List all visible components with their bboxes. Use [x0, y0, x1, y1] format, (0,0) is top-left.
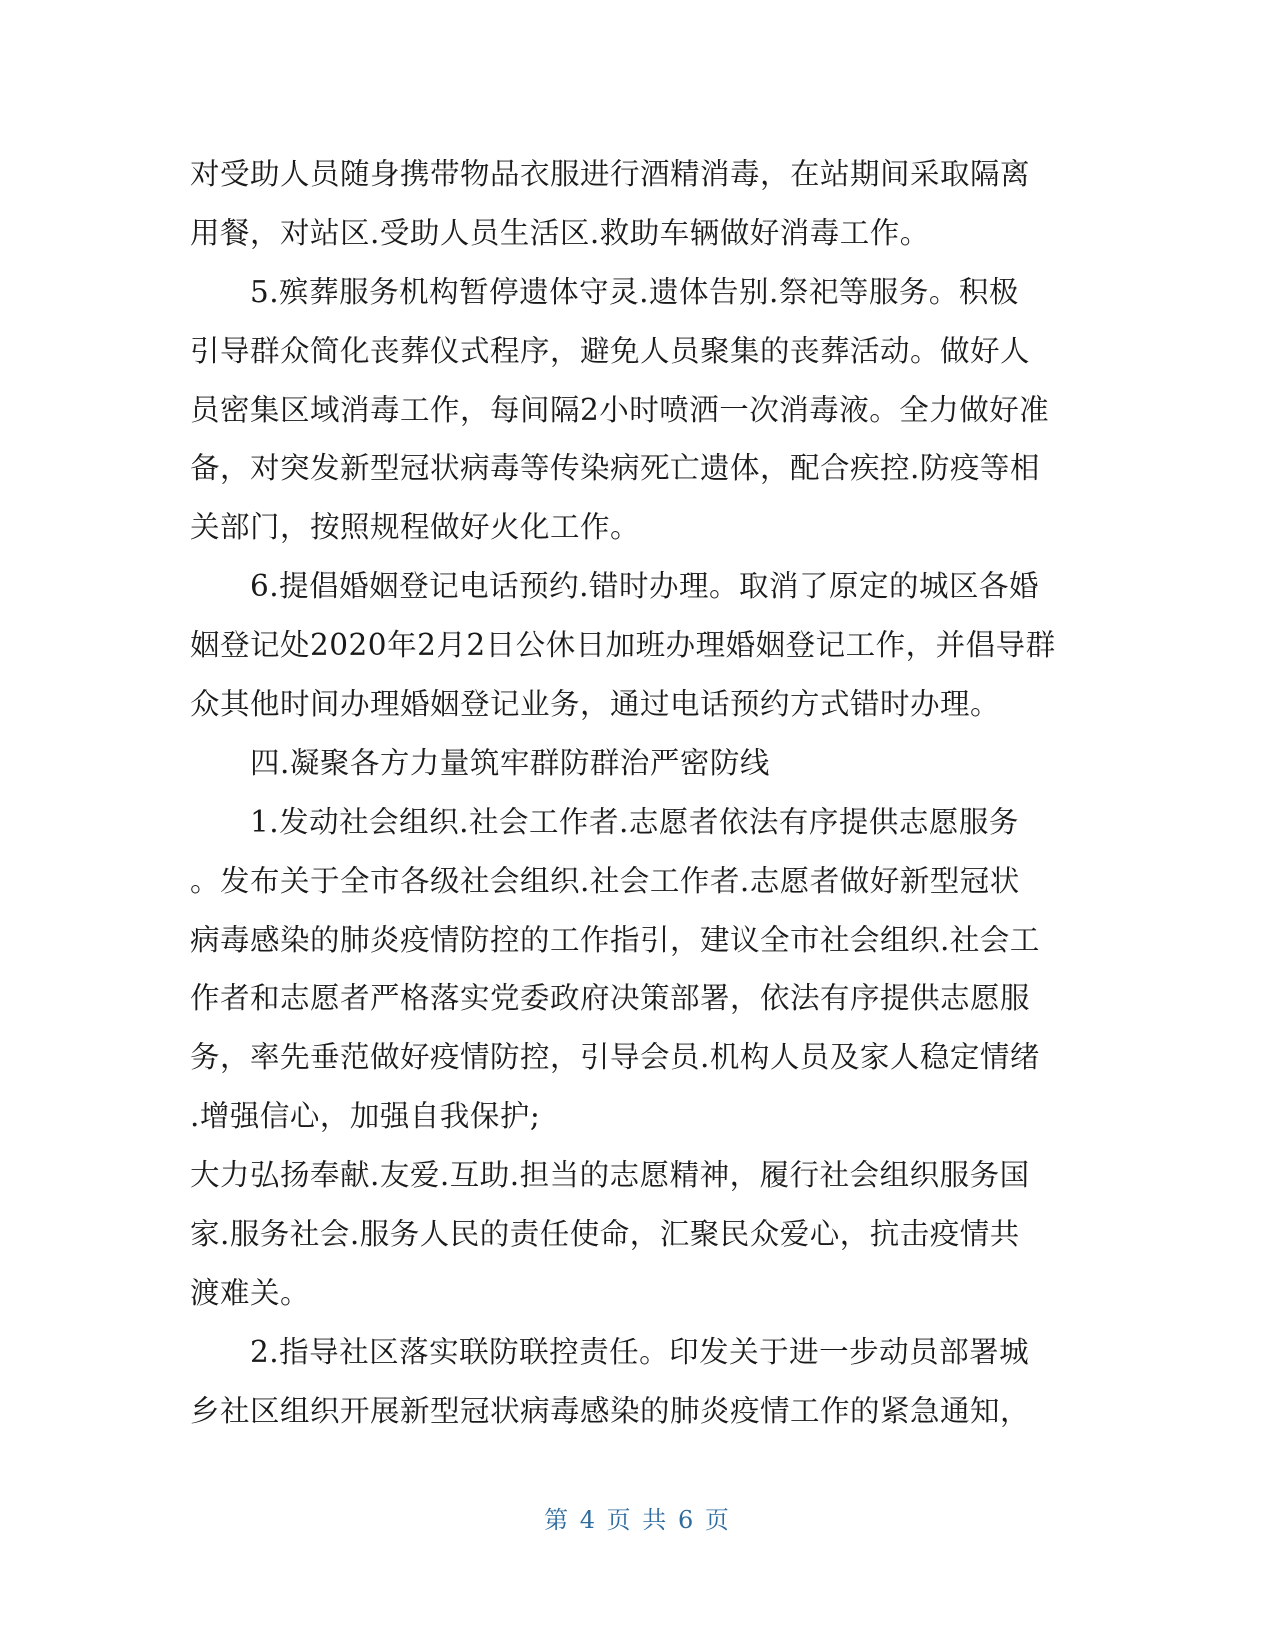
- text-line: 大力弘扬奉献.友爱.互助.担当的志愿精神，履行社会组织服务国: [190, 1158, 1030, 1193]
- text-line: 务，率先垂范做好疫情防控，引导会员.机构人员及家人稳定情绪: [190, 1040, 1040, 1075]
- text-line: 。发布关于全市各级社会组织.社会工作者.志愿者做好新型冠状: [190, 863, 1020, 898]
- text-line: 对受助人员随身携带物品衣服进行酒精消毒，在站期间采取隔离: [190, 157, 1031, 191]
- text-line: 渡难关。: [190, 1275, 311, 1310]
- text-line: 1.发动社会组织.社会工作者.志愿者依法有序提供志愿服务: [190, 804, 1019, 839]
- text-line: 关部门，按照规程做好火化工作。: [190, 510, 641, 545]
- document-body: [190, 145, 1085, 1441]
- text-line: 乡社区组织开展新型冠状病毒感染的肺炎疫情工作的紧急通知，: [190, 1393, 1031, 1428]
- section-heading: 四.凝聚各方力量筑牢群防群治严密防线: [190, 745, 770, 780]
- text-line: 作者和志愿者严格落实党委政府决策部署，依法有序提供志愿服: [190, 981, 1031, 1016]
- text-line: 姻登记处2020年2月2日公休日加班办理婚姻登记工作，并倡导群: [190, 628, 1056, 663]
- text-line: 病毒感染的肺炎疫情防控的工作指引，建议全市社会组织.社会工: [190, 922, 1040, 957]
- text-line: 2.指导社区落实联防联控责任。印发关于进一步动员部署城: [190, 1334, 1030, 1369]
- text-line: 备，对突发新型冠状病毒等传染病死亡遗体，配合疾控.防疫等相: [190, 451, 1040, 486]
- text-line: 引导群众简化丧葬仪式程序，避免人员聚集的丧葬活动。做好人: [190, 333, 1031, 368]
- text-line: 用餐，对站区.受助人员生活区.救助车辆做好消毒工作。: [190, 215, 930, 250]
- text-line: 家.服务社会.服务人民的责任使命，汇聚民众爱心，抗击疫情共: [190, 1217, 1020, 1252]
- text-line: .增强信心，加强自我保护;: [190, 1099, 541, 1134]
- page-footer: [0, 1500, 1275, 1535]
- text-line: 众其他时间办理婚姻登记业务，通过电话预约方式错时办理。: [190, 687, 1001, 722]
- text-line: 6.提倡婚姻登记电话预约.错时办理。取消了原定的城区各婚: [190, 569, 1040, 604]
- page-number-label: 第 4 页 共 6 页: [544, 1506, 731, 1534]
- text-line: 5.殡葬服务机构暂停遗体守灵.遗体告别.祭祀等服务。积极: [190, 274, 1019, 309]
- text-line: 员密集区域消毒工作，每间隔2小时喷洒一次消毒液。全力做好准: [190, 392, 1050, 427]
